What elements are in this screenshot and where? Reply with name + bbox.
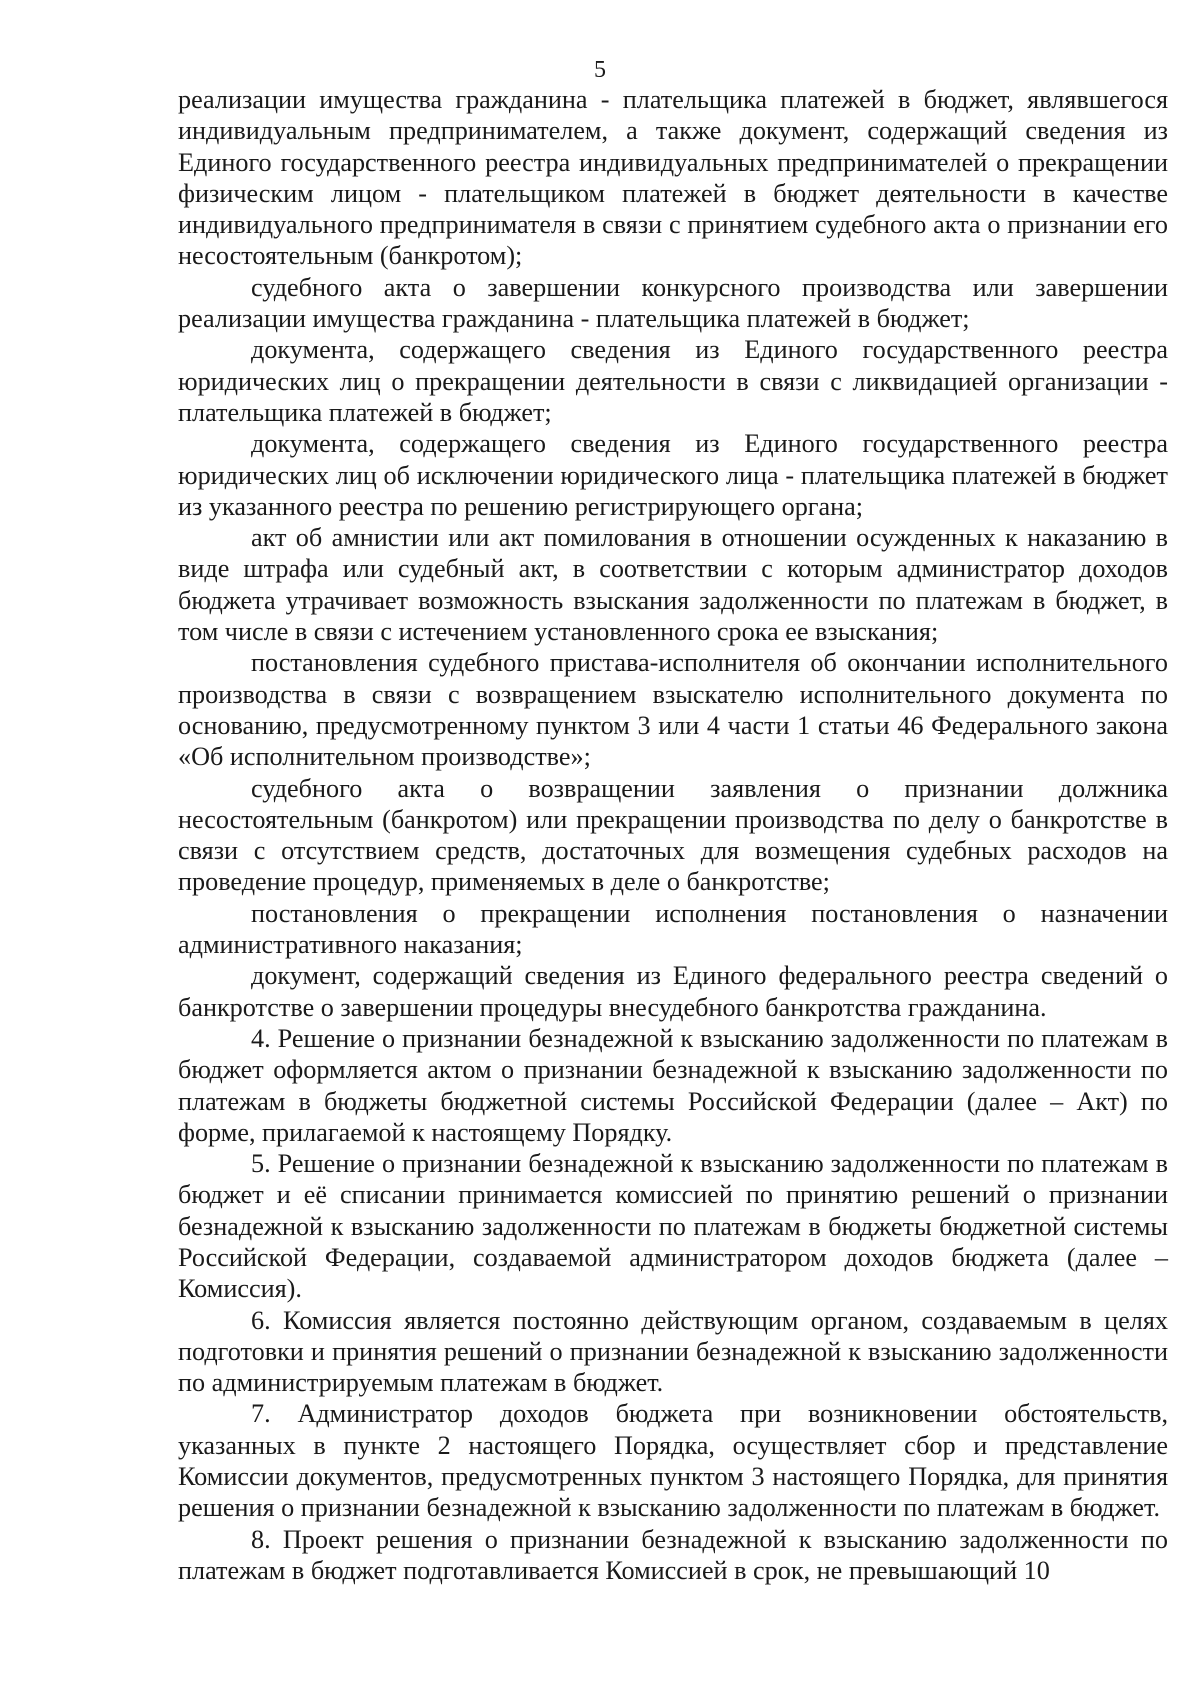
paragraph-item-5: 5. Решение о признании безнадежной к взысканию задолженности по платежам в бюджет и её списании принимается комиссией по принятию решений о признании безнадежной к взысканию задолженности по платежам в бюджеты бюджетной системы Российской Федерации, создаваемой администратором доходов бюджета (далее – Комиссия).	[178, 1149, 1168, 1304]
document-body	[178, 84, 1168, 1586]
paragraph-egrul-liquidation: документа, содержащего сведения из Единого государственного реестра юридических лиц о прекращении деятельности в связи с ликвидацией организации - плательщика платежей в бюджет;	[178, 335, 1168, 427]
paragraph-amnesty-act: акт об амнистии или акт помилования в отношении осужденных к наказанию в виде штрафа или судебный акт, в соответствии с которым администратор доходов бюджета утрачивает возможность взыскания задолженности по платежам в бюджет, в том числе в связи с истечением установленного срока ее взыскания;	[178, 523, 1168, 647]
paragraph-item-7: 7. Администратор доходов бюджета при возникновении обстоятельств, указанных в пункте 2 настоящего Порядка, осуществляет сбор и представление Комиссии документов, предусмотренных пунктом 3 настоящего Порядка, для принятия решения о признании безнадежной к взысканию задолженности по платежам в бюджет.	[178, 1399, 1168, 1523]
paragraph-bailiff-resolution: постановления судебного пристава-исполнителя об окончании исполнительного производства в связи с возвращением взыскателю исполнительного документа по основанию, предусмотренному пунктом 3 или 4 части 1 статьи 46 Федерального закона «Об исполнительном производстве»;	[178, 648, 1168, 772]
paragraph-egrul-exclusion: документа, содержащего сведения из Единого государственного реестра юридических лиц об исключении юридического лица - плательщика платежей в бюджет из указанного реестра по решению регистрирующего органа;	[178, 429, 1168, 521]
paragraph-court-act-return: судебного акта о возвращении заявления о признании должника несостоятельным (банкротом) или прекращении производства по делу о банкротстве в связи с отсутствием средств, достаточных для возмещения судебных расходов на проведение процедур, применяемых в деле о банкротстве;	[178, 773, 1168, 897]
paragraph-item-8: 8. Проект решения о признании безнадежной к взысканию задолженности по платежам в бюджет подготавливается Комиссией в срок, не превышающий 10	[178, 1524, 1168, 1585]
paragraph-court-act-bankruptcy-completion: судебного акта о завершении конкурсного производства или завершении реализации имущества гражданина - плательщика платежей в бюджет;	[178, 272, 1168, 334]
page-number: 5	[594, 57, 606, 83]
paragraph-item-6: 6. Комиссия является постоянно действующим органом, создаваемым в целях подготовки и принятия решений о признании безнадежной к взысканию задолженности по администрируемым платежам в бюджет.	[178, 1305, 1168, 1398]
paragraph-item-4: 4. Решение о признании безнадежной к взысканию задолженности по платежам в бюджет оформляется актом о признании безнадежной к взысканию задолженности по платежам в бюджеты бюджетной системы Российской Федерации (далее – Акт) по форме, прилагаемой к настоящему Порядку.	[178, 1023, 1168, 1147]
paragraph-out-of-court-bankruptcy: документ, содержащий сведения из Единого федерального реестра сведений о банкротстве о завершении процедуры внесудебного банкротства гражданина.	[178, 961, 1168, 1022]
paragraph-continuation: реализации имущества гражданина - плательщика платежей в бюджет, являвшегося индивидуальным предпринимателем, а также документ, содержащий сведения из Единого государственного реестра индивидуальных предпринимателей о прекращении физическим лицом - плательщиком платежей в бюджет деятельности в качестве индивидуального предпринимателя в связи с принятием судебного акта о признании его несостоятельным (банкротом);	[178, 85, 1168, 271]
paragraph-termination-resolution: постановления о прекращении исполнения постановления о назначении административного наказания;	[178, 898, 1168, 960]
